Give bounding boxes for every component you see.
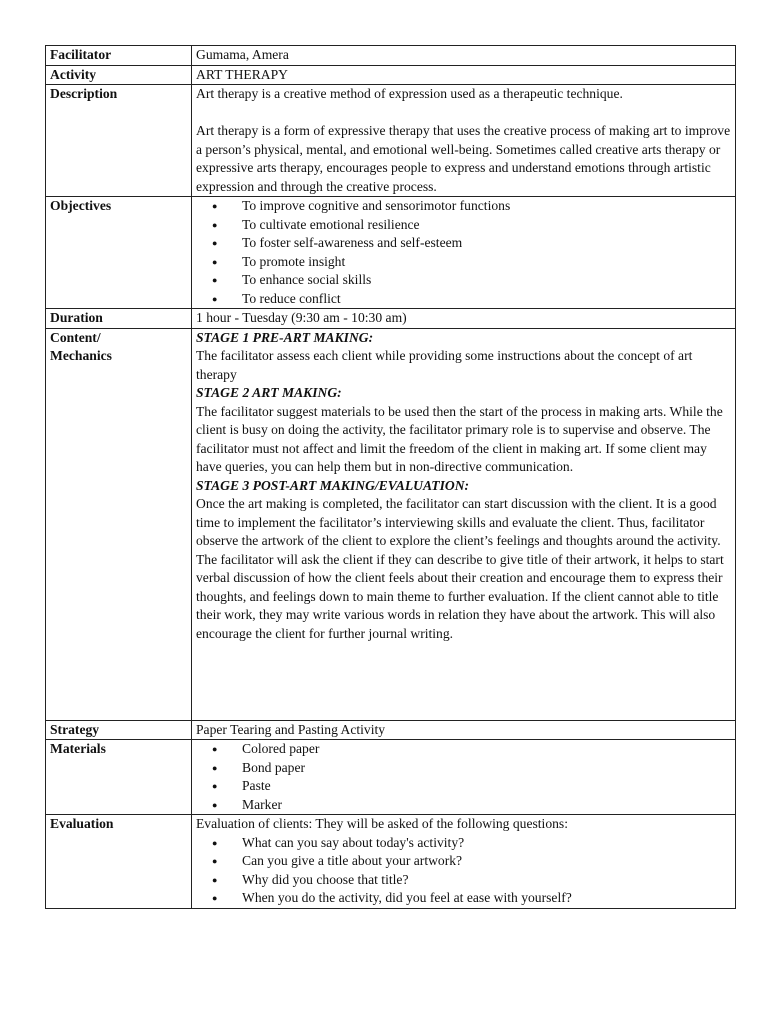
list-item: ● Colored paper: [235, 740, 731, 759]
content-label-line1: Content/: [50, 329, 101, 345]
stage-2-title: STAGE 2 ART MAKING:: [196, 385, 342, 400]
list-item: ● Bond paper: [235, 759, 731, 778]
content-cell: [192, 328, 736, 720]
duration-label: Duration: [46, 309, 192, 329]
activity-plan-table: [45, 45, 736, 909]
facilitator-value: Gumama, Amera: [192, 46, 736, 66]
list-item: ● To foster self-awareness and self-esteem: [235, 234, 731, 253]
facilitator-row: [46, 46, 736, 66]
stage-1-title: STAGE 1 PRE-ART MAKING:: [196, 329, 374, 345]
objectives-row: [46, 197, 736, 309]
objectives-label: Objectives: [46, 197, 192, 309]
list-item: ● Marker: [235, 796, 731, 815]
list-item: ● To cultivate emotional resilience: [235, 216, 731, 235]
list-item: ● Paste: [235, 777, 731, 796]
list-item: ● What can you say about today's activity?: [235, 834, 731, 853]
stage-1-text: The facilitator assess each client while providing some instructions about the concept of art therapy: [196, 348, 693, 382]
description-row: [46, 85, 736, 197]
description-cell: [192, 85, 736, 197]
materials-label: Materials: [46, 740, 192, 815]
strategy-label: Strategy: [46, 720, 192, 740]
description-paragraph-2: Art therapy is a form of expressive therapy that uses the creative process of making art to improve a person’s physical, mental, and emotional well-being. Sometimes called creative arts therapy or expressive arts therapy, encourages people to express and understand emotions through artistic expression and through the creative process.: [196, 123, 731, 194]
content-label-line2: Mechanics: [50, 348, 112, 363]
content-label: [46, 328, 192, 720]
list-item: ● Why did you choose that title?: [235, 871, 731, 890]
evaluation-cell: [192, 815, 736, 909]
list-item: ● To promote insight: [235, 253, 731, 272]
description-paragraph-1: Art therapy is a creative method of expression used as a therapeutic technique.: [196, 86, 623, 101]
strategy-row: [46, 720, 736, 740]
list-item: ● To improve cognitive and sensorimotor functions: [235, 197, 731, 216]
activity-row: [46, 65, 736, 85]
materials-row: [46, 740, 736, 815]
materials-cell: [192, 740, 736, 815]
activity-label: Activity: [46, 65, 192, 85]
materials-list: [196, 740, 731, 814]
list-item: ● To reduce conflict: [235, 290, 731, 309]
evaluation-intro: Evaluation of clients: They will be asked of the following questions:: [196, 816, 568, 831]
objectives-list: [196, 197, 731, 308]
activity-value: ART THERAPY: [192, 65, 736, 85]
stage-3-text: Once the art making is completed, the facilitator can start discussion with the client. It is a good time to implement the facilitator’s interviewing skills and evaluate the client. Thus, facilitator observe the artwork of the client to explore the client’s feelings and thoughts around the activity. The facilitator will ask the client if they can describe to give title of their artwork, it helps to start verbal discussion of how the client feels about their creation and encourage them to express their thoughts, and feelings down to main theme to further evaluation. If the client cannot able to title their work, they may write various words in relation they have about the artwork. This will also encourage the client for further journal writing.: [196, 496, 724, 641]
stage-2-text: The facilitator suggest materials to be used then the start of the process in making arts. While the client is busy on doing the activity, the facilitator primary role is to supervise and observe. The facilitator must not affect and limit the freedom of the client in making art. If some client may have queries, you can help them but in non-directive communication.: [196, 403, 723, 474]
content-row: [46, 328, 736, 720]
duration-value: 1 hour - Tuesday (9:30 am - 10:30 am): [192, 309, 736, 329]
list-item: ● When you do the activity, did you feel at ease with yourself?: [235, 889, 731, 908]
evaluation-questions: [196, 834, 731, 908]
strategy-value: Paper Tearing and Pasting Activity: [192, 720, 736, 740]
list-item: ● Can you give a title about your artwork?: [235, 852, 731, 871]
duration-row: [46, 309, 736, 329]
facilitator-label: Facilitator: [46, 46, 192, 66]
list-item: ● To enhance social skills: [235, 271, 731, 290]
evaluation-label: Evaluation: [46, 815, 192, 909]
evaluation-row: [46, 815, 736, 909]
objectives-cell: [192, 197, 736, 309]
stage-3-title: STAGE 3 POST-ART MAKING/EVALUATION:: [196, 477, 470, 493]
description-label: Description: [46, 85, 192, 197]
